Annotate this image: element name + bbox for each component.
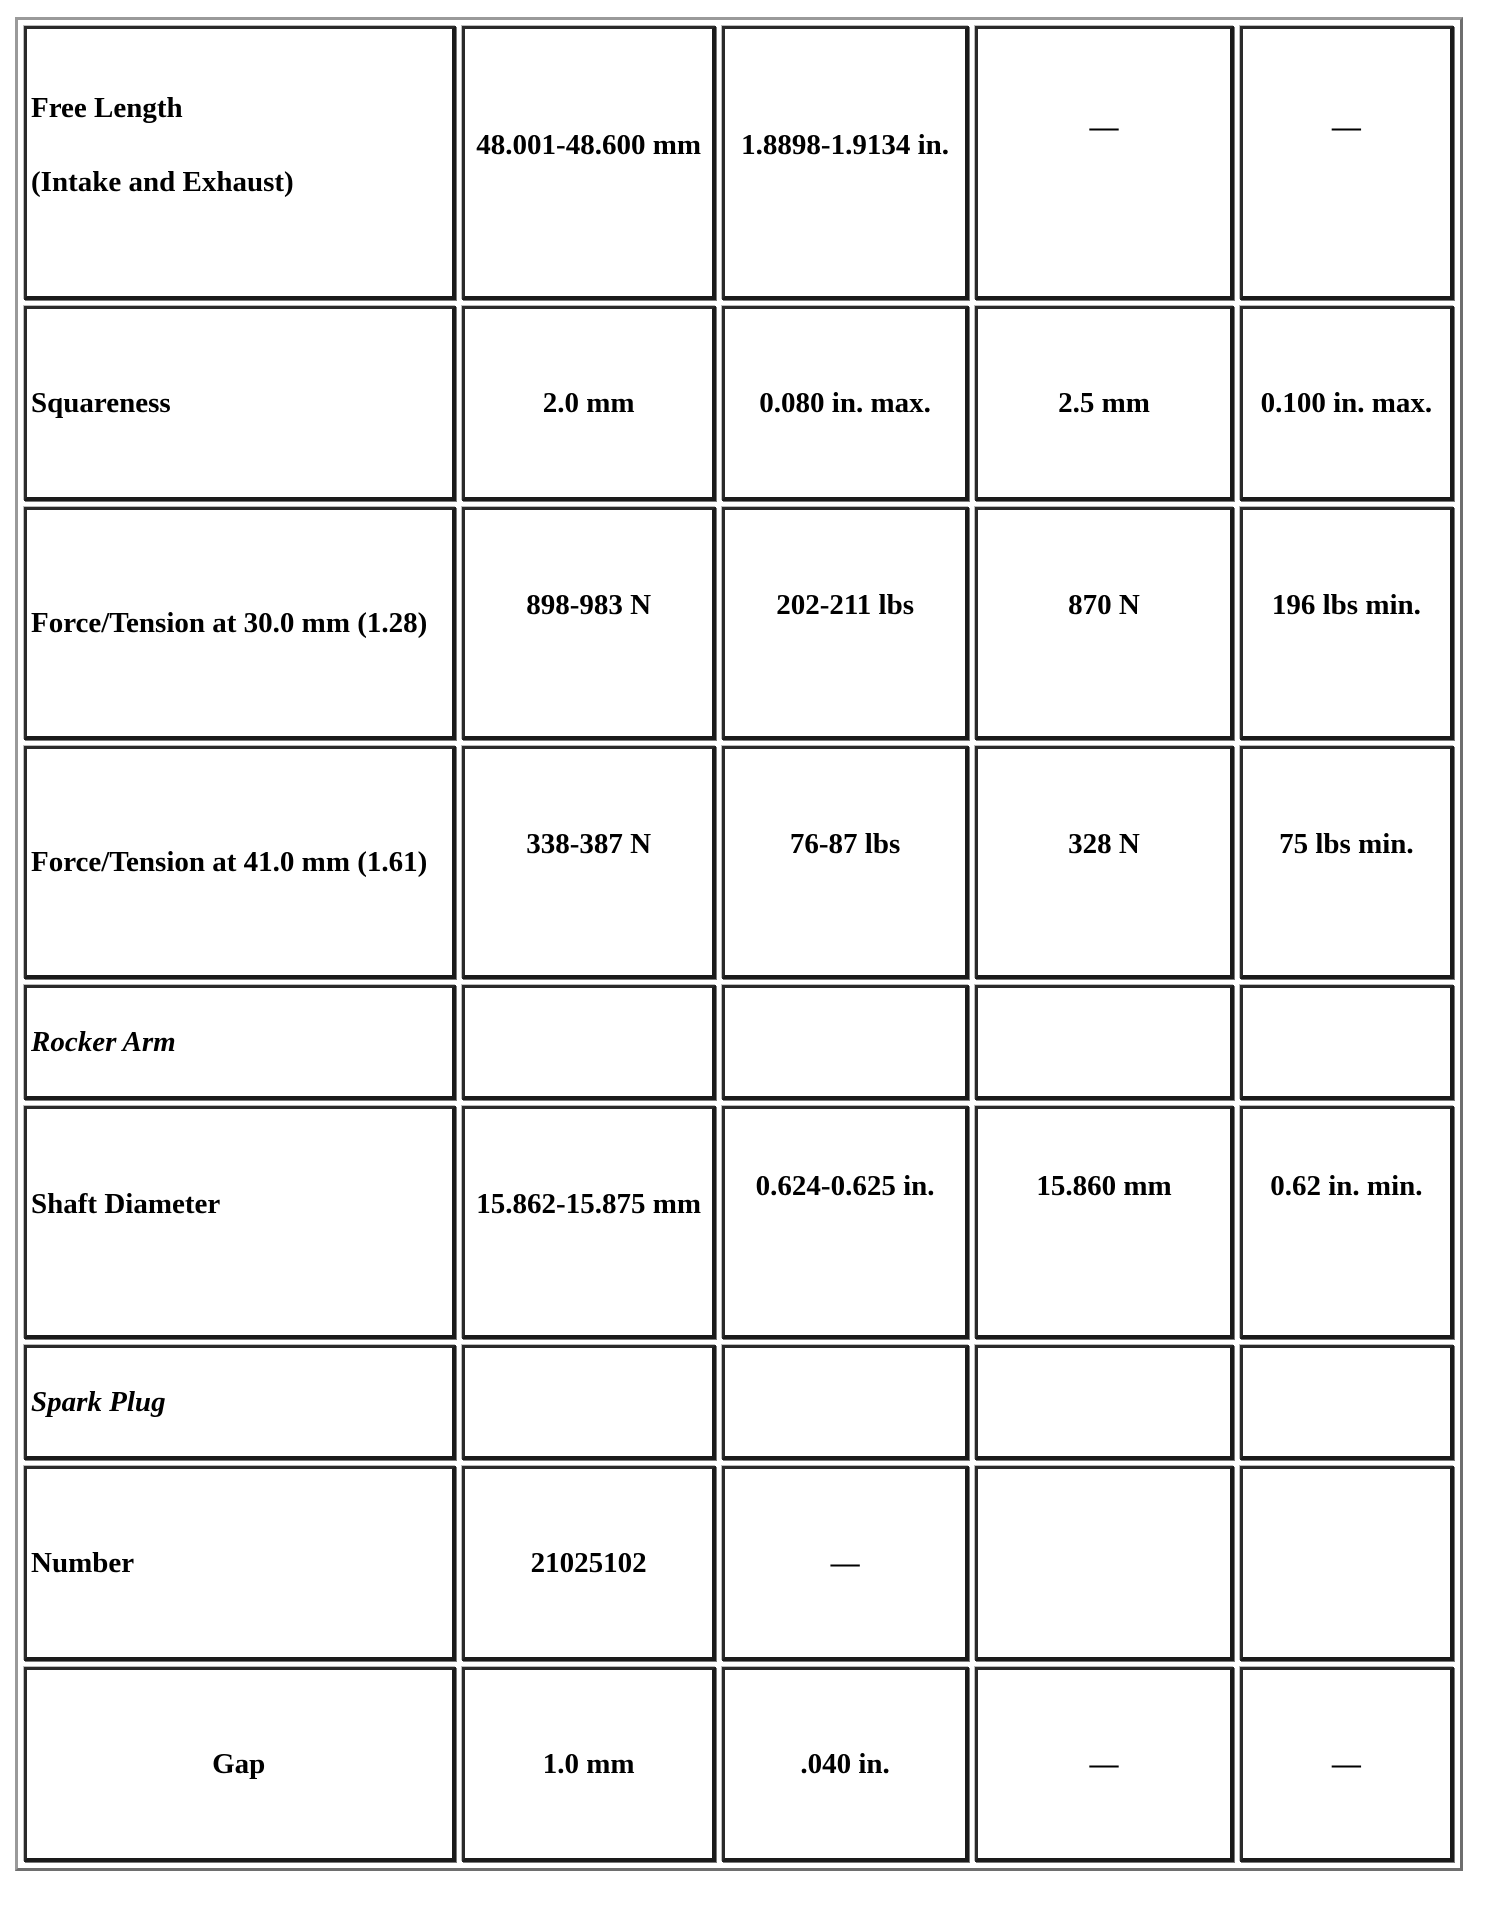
- empty-cell: [975, 1345, 1233, 1460]
- cell-limit-metric: [975, 1466, 1233, 1661]
- label-intake-exhaust: (Intake and Exhaust): [31, 165, 294, 198]
- table-row-squareness: [24, 306, 1454, 501]
- cell-limit-metric: [975, 26, 1233, 300]
- value-spec-english: 1.8898-1.9134 in.: [741, 128, 950, 161]
- row-label-shaft-diameter: [24, 1106, 456, 1339]
- value-spec-metric: 48.001-48.600 mm: [476, 128, 702, 161]
- specifications-table: [15, 17, 1463, 1871]
- cell-spec-english: .040 in.: [722, 1667, 969, 1862]
- cell-spec-metric: [462, 26, 715, 300]
- cell-spec-english: [722, 26, 969, 300]
- table-row-force-30: [24, 507, 1454, 740]
- table-row-number: [24, 1466, 1454, 1661]
- value-limit-metric: —: [1089, 110, 1119, 143]
- cell-spec-metric: [462, 507, 715, 740]
- row-label-number: Number: [24, 1466, 456, 1661]
- cell-spec-metric: 21025102: [462, 1466, 715, 1661]
- section-heading-spark-plug: Spark Plug: [24, 1345, 456, 1460]
- cell-spec-english: [722, 507, 969, 740]
- label-free-length: Free Length: [31, 91, 183, 124]
- value-limit-metric: 15.860 mm: [1036, 1170, 1172, 1202]
- empty-cell: [1240, 1345, 1454, 1460]
- cell-limit-english: [1240, 1106, 1454, 1339]
- cell-limit-english: [1240, 507, 1454, 740]
- cell-spec-metric: 1.0 mm: [462, 1667, 715, 1862]
- row-label-gap: Gap: [24, 1667, 456, 1862]
- cell-limit-english: —: [1240, 1667, 1454, 1862]
- table-row-force-41: [24, 746, 1454, 979]
- cell-limit-metric: [975, 507, 1233, 740]
- cell-limit-metric: —: [975, 1667, 1233, 1862]
- cell-spec-metric: [462, 746, 715, 979]
- table-row-section-rocker-arm: [24, 985, 1454, 1100]
- cell-spec-metric: [462, 1106, 715, 1339]
- cell-spec-english: 0.080 in. max.: [722, 306, 969, 501]
- empty-cell: [975, 985, 1233, 1100]
- empty-cell: [1240, 985, 1454, 1100]
- label-shaft-diameter: Shaft Diameter: [31, 1188, 221, 1220]
- row-label-squareness: Squareness: [24, 306, 456, 501]
- cell-limit-metric: 2.5 mm: [975, 306, 1233, 501]
- empty-cell: [462, 985, 715, 1100]
- empty-cell: [722, 985, 969, 1100]
- table-row-gap: [24, 1667, 1454, 1862]
- cell-limit-english: [1240, 746, 1454, 979]
- value-limit-english: 196 lbs min.: [1271, 589, 1421, 621]
- value-spec-metric: 15.862-15.875 mm: [476, 1188, 702, 1220]
- value-spec-english: 76-87 lbs: [789, 828, 901, 860]
- value-limit-metric: 328 N: [1068, 828, 1140, 860]
- cell-limit-english: [1240, 1466, 1454, 1661]
- cell-spec-english: —: [722, 1466, 969, 1661]
- cell-spec-english: [722, 1106, 969, 1339]
- value-limit-metric: 870 N: [1068, 589, 1140, 621]
- value-spec-english: 0.624-0.625 in.: [755, 1170, 935, 1202]
- value-spec-metric: 898-983 N: [526, 589, 652, 621]
- table-row-shaft-diameter: [24, 1106, 1454, 1339]
- empty-cell: [722, 1345, 969, 1460]
- row-label-free-length: [24, 26, 456, 300]
- value-limit-english: 75 lbs min.: [1279, 828, 1414, 860]
- row-label-force-30: Force/Tension at 30.0 mm (1.28): [24, 507, 456, 740]
- cell-limit-metric: [975, 1106, 1233, 1339]
- cell-spec-metric: 2.0 mm: [462, 306, 715, 501]
- table-row-free-length: [24, 26, 1454, 300]
- cell-limit-english: 0.100 in. max.: [1240, 306, 1454, 501]
- value-limit-english: —: [1331, 110, 1361, 143]
- value-spec-english: 202-211 lbs: [776, 589, 914, 621]
- value-limit-english: 0.62 in. min.: [1270, 1170, 1423, 1202]
- table-row-section-spark-plug: [24, 1345, 1454, 1460]
- cell-limit-english: [1240, 26, 1454, 300]
- value-spec-metric: 338-387 N: [526, 828, 652, 860]
- row-label-force-41: Force/Tension at 41.0 mm (1.61): [24, 746, 456, 979]
- empty-cell: [462, 1345, 715, 1460]
- section-heading-rocker-arm: Rocker Arm: [24, 985, 456, 1100]
- cell-limit-metric: [975, 746, 1233, 979]
- cell-spec-english: [722, 746, 969, 979]
